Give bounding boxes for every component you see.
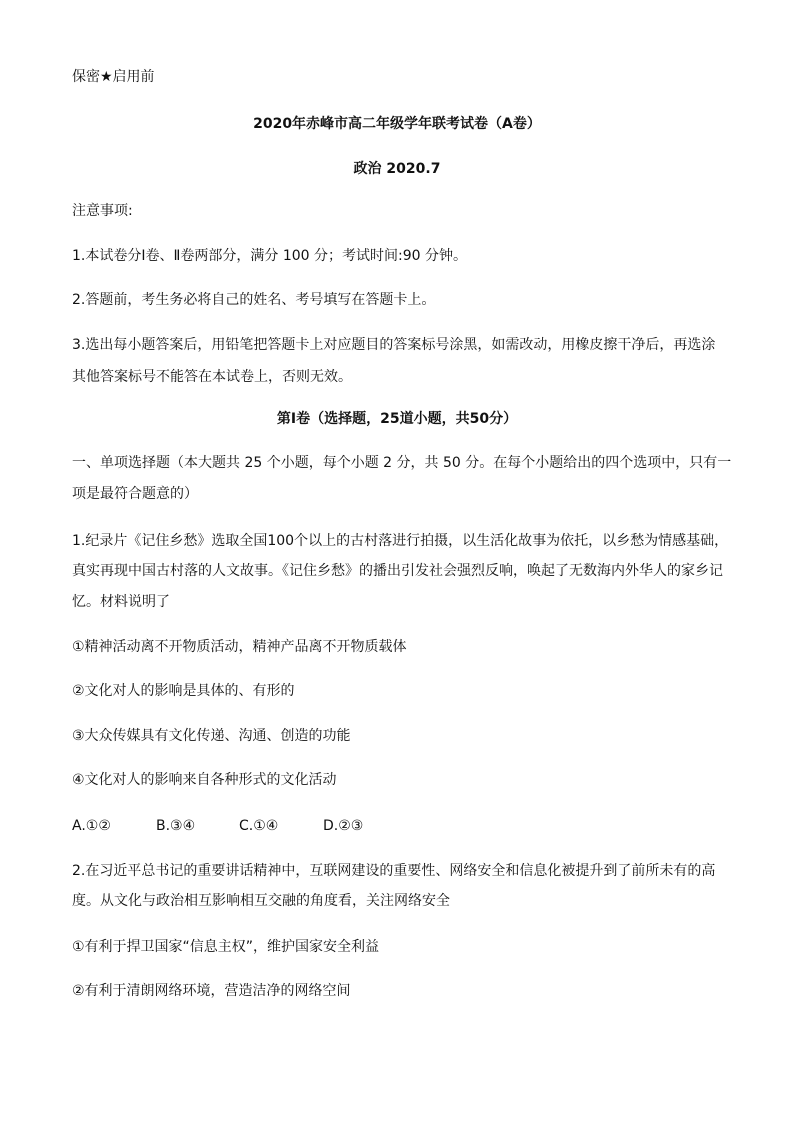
question-1-statement: ①精神活动离不开物质活动，精神产品离不开物质载体 <box>72 639 407 655</box>
question-2-stem: 2.在习近平总书记的重要讲话精神中，互联网建设的重要性、网络安全和信息化被提升到了前所未有的高 <box>72 863 716 879</box>
question-1-statement: ②文化对人的影响是具体的、有形的 <box>72 683 295 699</box>
option-c: C.①④ <box>239 818 279 834</box>
question-2-statement: ②有利于清朗网络环境，营造洁净的网络空间 <box>72 983 351 999</box>
instruction-item-continued: 其他答案标号不能答在本试卷上，否则无效。 <box>72 369 352 385</box>
option-d: D.②③ <box>323 818 364 834</box>
question-1-stem-continued: 忆。材料说明了 <box>72 594 170 610</box>
exam-title: 2020年赤峰市高二年级学年联考试卷（A卷） <box>253 116 541 132</box>
section-title: 第Ⅰ卷（选择题，25道小题，共50分） <box>276 411 518 427</box>
instructions-heading: 注意事项: <box>72 203 133 219</box>
confidential-notice: 保密★启用前 <box>72 69 155 85</box>
instruction-item: 3.选出每小题答案后，用铅笔把答题卡上对应题目的答案标号涂黑，如需改动，用橡皮擦干净后，再选涂 <box>72 337 716 353</box>
subject-date: 政治 2020.7 <box>353 161 441 177</box>
instruction-item: 2.答题前，考生务必将自己的姓名、考号填写在答题卡上。 <box>72 292 436 308</box>
question-2-stem-continued: 度。从文化与政治相互影响相互交融的角度看，关注网络安全 <box>72 893 450 909</box>
option-b: B.③④ <box>156 818 196 834</box>
question-1-statement: ③大众传媒具有文化传递、沟通、创造的功能 <box>72 728 351 744</box>
question-1-stem: 1.纪录片《记住乡愁》选取全国100个以上的古村落进行拍摄，以生活化故事为依托，以乡愁为情感基础， <box>72 533 729 549</box>
section-description-continued: 项是最符合题意的） <box>72 486 198 502</box>
question-2-statement: ①有利于捍卫国家“信息主权”，维护国家安全利益 <box>72 939 380 955</box>
question-1-statement: ④文化对人的影响来自各种形式的文化活动 <box>72 772 337 788</box>
section-description: 一、单项选择题（本大题共 25 个小题，每个小题 2 分，共 50 分。在每个小题给出的四个选项中，只有一 <box>72 455 732 471</box>
option-a: A.①② <box>72 818 111 834</box>
instruction-item: 1.本试卷分Ⅰ卷、Ⅱ卷两部分，满分 100 分；考试时间:90 分钟。 <box>72 248 467 264</box>
question-1-stem-continued: 真实再现中国古村落的人文故事。《记住乡愁》的播出引发社会强烈反响，唤起了无数海内外华人的家乡记 <box>72 563 723 579</box>
